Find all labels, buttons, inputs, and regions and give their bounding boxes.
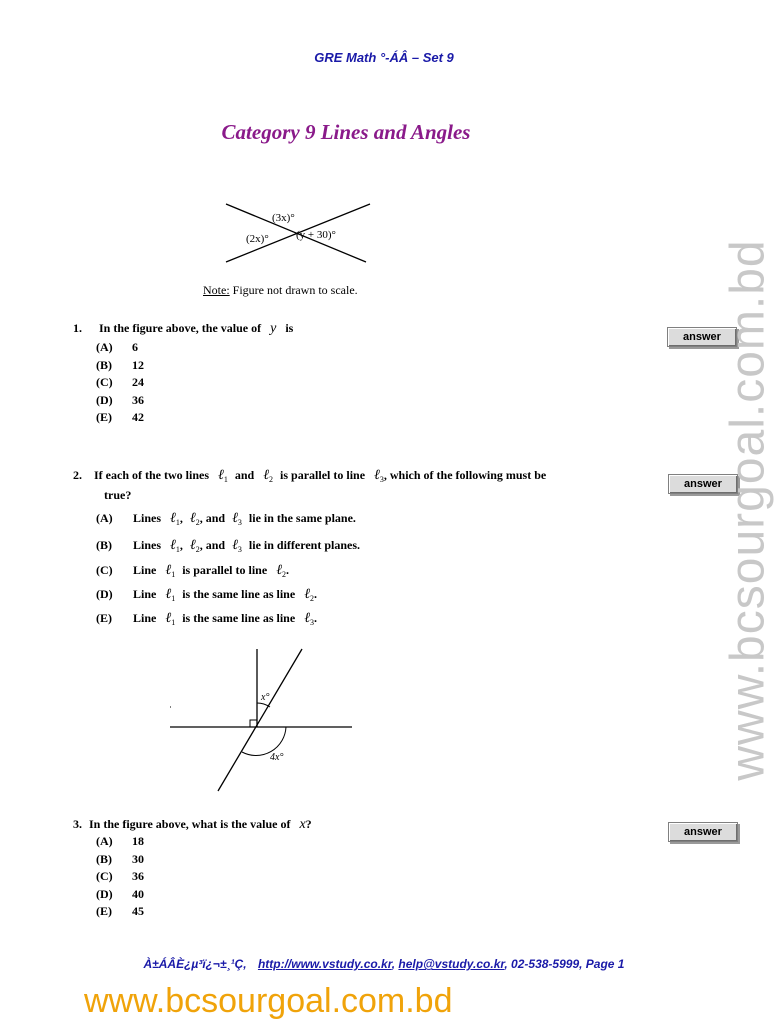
page-header: GRE Math °-ÁÂ – Set 9 [314, 50, 454, 65]
note-text: Figure not drawn to scale. [229, 283, 358, 297]
answer-button-q2[interactable]: answer [668, 474, 738, 494]
option-letter: (B) [96, 538, 112, 552]
option-letter: (D) [96, 886, 113, 901]
option-letter: (C) [96, 563, 113, 577]
option-e [96, 611, 317, 627]
line-symbol: ℓ [170, 511, 176, 526]
line-symbol: ℓ [170, 538, 176, 553]
option-a [96, 340, 138, 355]
subscript: 1 [171, 618, 176, 627]
option-text: , [179, 538, 183, 552]
subscript: 1 [171, 594, 176, 603]
option-letter: (B) [96, 851, 112, 866]
figure-perpendicular-lines [162, 645, 358, 797]
option-letter: (C) [96, 375, 113, 389]
option-text: . [286, 563, 290, 577]
footer-email-link[interactable]: help@vstudy.co.kr [398, 957, 505, 971]
subscript: 3 [379, 475, 384, 484]
figure-intersecting-lines [218, 196, 378, 268]
option-d [96, 887, 144, 902]
option-value: 12 [132, 357, 144, 372]
option-text: Line [133, 587, 157, 601]
question-text: In the figure above, the value of [99, 321, 262, 335]
option-letter: (D) [96, 392, 113, 407]
option-letter: (A) [96, 340, 113, 354]
option-e [96, 904, 144, 919]
option-c [96, 375, 144, 390]
option-value: 40 [132, 886, 144, 901]
option-d [96, 393, 144, 408]
option-value: 42 [132, 410, 144, 424]
option-b [96, 358, 144, 373]
line-symbol: ℓ [217, 468, 224, 483]
option-value: 45 [132, 904, 144, 918]
option-letter: (C) [96, 869, 113, 883]
watermark-vertical: www.bcsourgoal.com.bd [721, 239, 775, 781]
option-text: is parallel to line [182, 563, 268, 577]
line-symbol: ℓ [165, 587, 172, 602]
answer-button-q1[interactable]: answer [667, 327, 737, 347]
option-text: Lines [133, 511, 162, 525]
question-text: and [234, 468, 255, 482]
option-text: Line [133, 563, 157, 577]
angle-label-left: (2x)° [246, 233, 269, 245]
line-symbol: ℓ [189, 538, 196, 553]
footer-suffix: , 02-538-5999, Page 1 [504, 957, 625, 971]
watermark-bottom: www.bcsourgoal.com.bd [84, 982, 453, 1020]
option-text: , and [199, 538, 226, 552]
option-text: is the same line as line [182, 587, 296, 601]
option-c [96, 869, 144, 884]
option-value: 36 [132, 869, 144, 883]
subscript: 1 [171, 570, 176, 579]
line-symbol: ℓ [232, 511, 238, 526]
option-a [96, 834, 144, 849]
option-b [96, 852, 144, 867]
subscript: 2 [195, 518, 200, 527]
subscript: 1 [223, 475, 228, 484]
option-e [96, 410, 144, 425]
option-text: Lines [133, 538, 162, 552]
option-letter: (A) [96, 511, 113, 525]
answer-button-q3[interactable]: answer [668, 822, 738, 842]
angle-label-top: (3x)° [272, 212, 295, 224]
footer-url-link[interactable]: http://www.vstudy.co.kr [257, 957, 392, 971]
angle-label-x: x° [261, 692, 270, 703]
option-text: . [314, 611, 318, 625]
question-number: 1. [73, 321, 82, 335]
option-text: , [179, 511, 183, 525]
question-text-end: is [285, 321, 294, 335]
option-value: 18 [132, 834, 144, 848]
option-letter: (A) [96, 834, 113, 848]
option-c [96, 563, 289, 579]
line-symbol: ℓ [374, 468, 380, 483]
option-value: 24 [132, 375, 144, 389]
line-symbol: ℓ [165, 563, 172, 578]
footer-separator: , [391, 957, 396, 971]
question-text: , which of the following must be [383, 468, 547, 482]
question-number: 2. [73, 468, 82, 482]
subscript: 3 [310, 618, 315, 627]
line-symbol: ℓ [304, 587, 311, 602]
question-3 [73, 817, 312, 833]
question-number: 3. [73, 817, 82, 831]
option-d [96, 587, 317, 603]
subscript: 3 [237, 545, 242, 554]
option-value: 36 [132, 392, 144, 407]
subscript: 1 [175, 545, 180, 554]
question-variable: x [299, 817, 306, 832]
line-symbol: ℓ [263, 468, 270, 483]
question-text-end: ? [305, 817, 312, 831]
page-title: Category 9 Lines and Angles [221, 120, 471, 144]
question-text: In the figure above, what is the value of [89, 817, 291, 831]
line-symbol: ℓ [276, 563, 283, 578]
subscript: 2 [282, 570, 287, 579]
option-value: 30 [132, 851, 144, 866]
question-variable: y [270, 321, 277, 336]
option-text: . [314, 587, 318, 601]
option-text: , and [199, 511, 226, 525]
question-2 [73, 468, 546, 484]
option-letter: (D) [96, 587, 113, 601]
line-symbol: ℓ [304, 611, 311, 626]
option-letter: (E) [96, 904, 112, 918]
option-text: lie in the same plane. [248, 511, 356, 525]
question-1 [73, 321, 293, 337]
subscript: 3 [237, 518, 242, 527]
option-text: Line [133, 611, 157, 625]
angle-label-right: (y + 30)° [296, 229, 336, 241]
option-text: is the same line as line [182, 611, 296, 625]
option-letter: (E) [96, 410, 112, 424]
subscript: 1 [175, 518, 180, 527]
subscript: 2 [310, 594, 315, 603]
question-2-continued: true? [104, 488, 132, 502]
page-footer [0, 957, 768, 971]
option-text: lie in different planes. [248, 538, 361, 552]
line-symbol: ℓ [189, 511, 196, 526]
line-symbol: ℓ [165, 611, 172, 626]
option-letter: (B) [96, 357, 112, 372]
figure-note [203, 283, 358, 298]
line-symbol: ℓ [232, 538, 238, 553]
angle-label-4x: 4x° [270, 752, 284, 763]
option-a [96, 511, 356, 527]
note-label: Note: [203, 283, 230, 297]
option-letter: (E) [96, 611, 112, 625]
option-value: 6 [132, 340, 138, 354]
question-text: If each of the two lines [94, 468, 209, 482]
footer-prefix: À±ÁÂÈ¿µ³ï¿¬±¸¹Ç, [143, 957, 247, 971]
option-b [96, 538, 360, 554]
question-text: is parallel to line [280, 468, 366, 482]
subscript: 2 [269, 475, 274, 484]
subscript: 2 [195, 545, 200, 554]
